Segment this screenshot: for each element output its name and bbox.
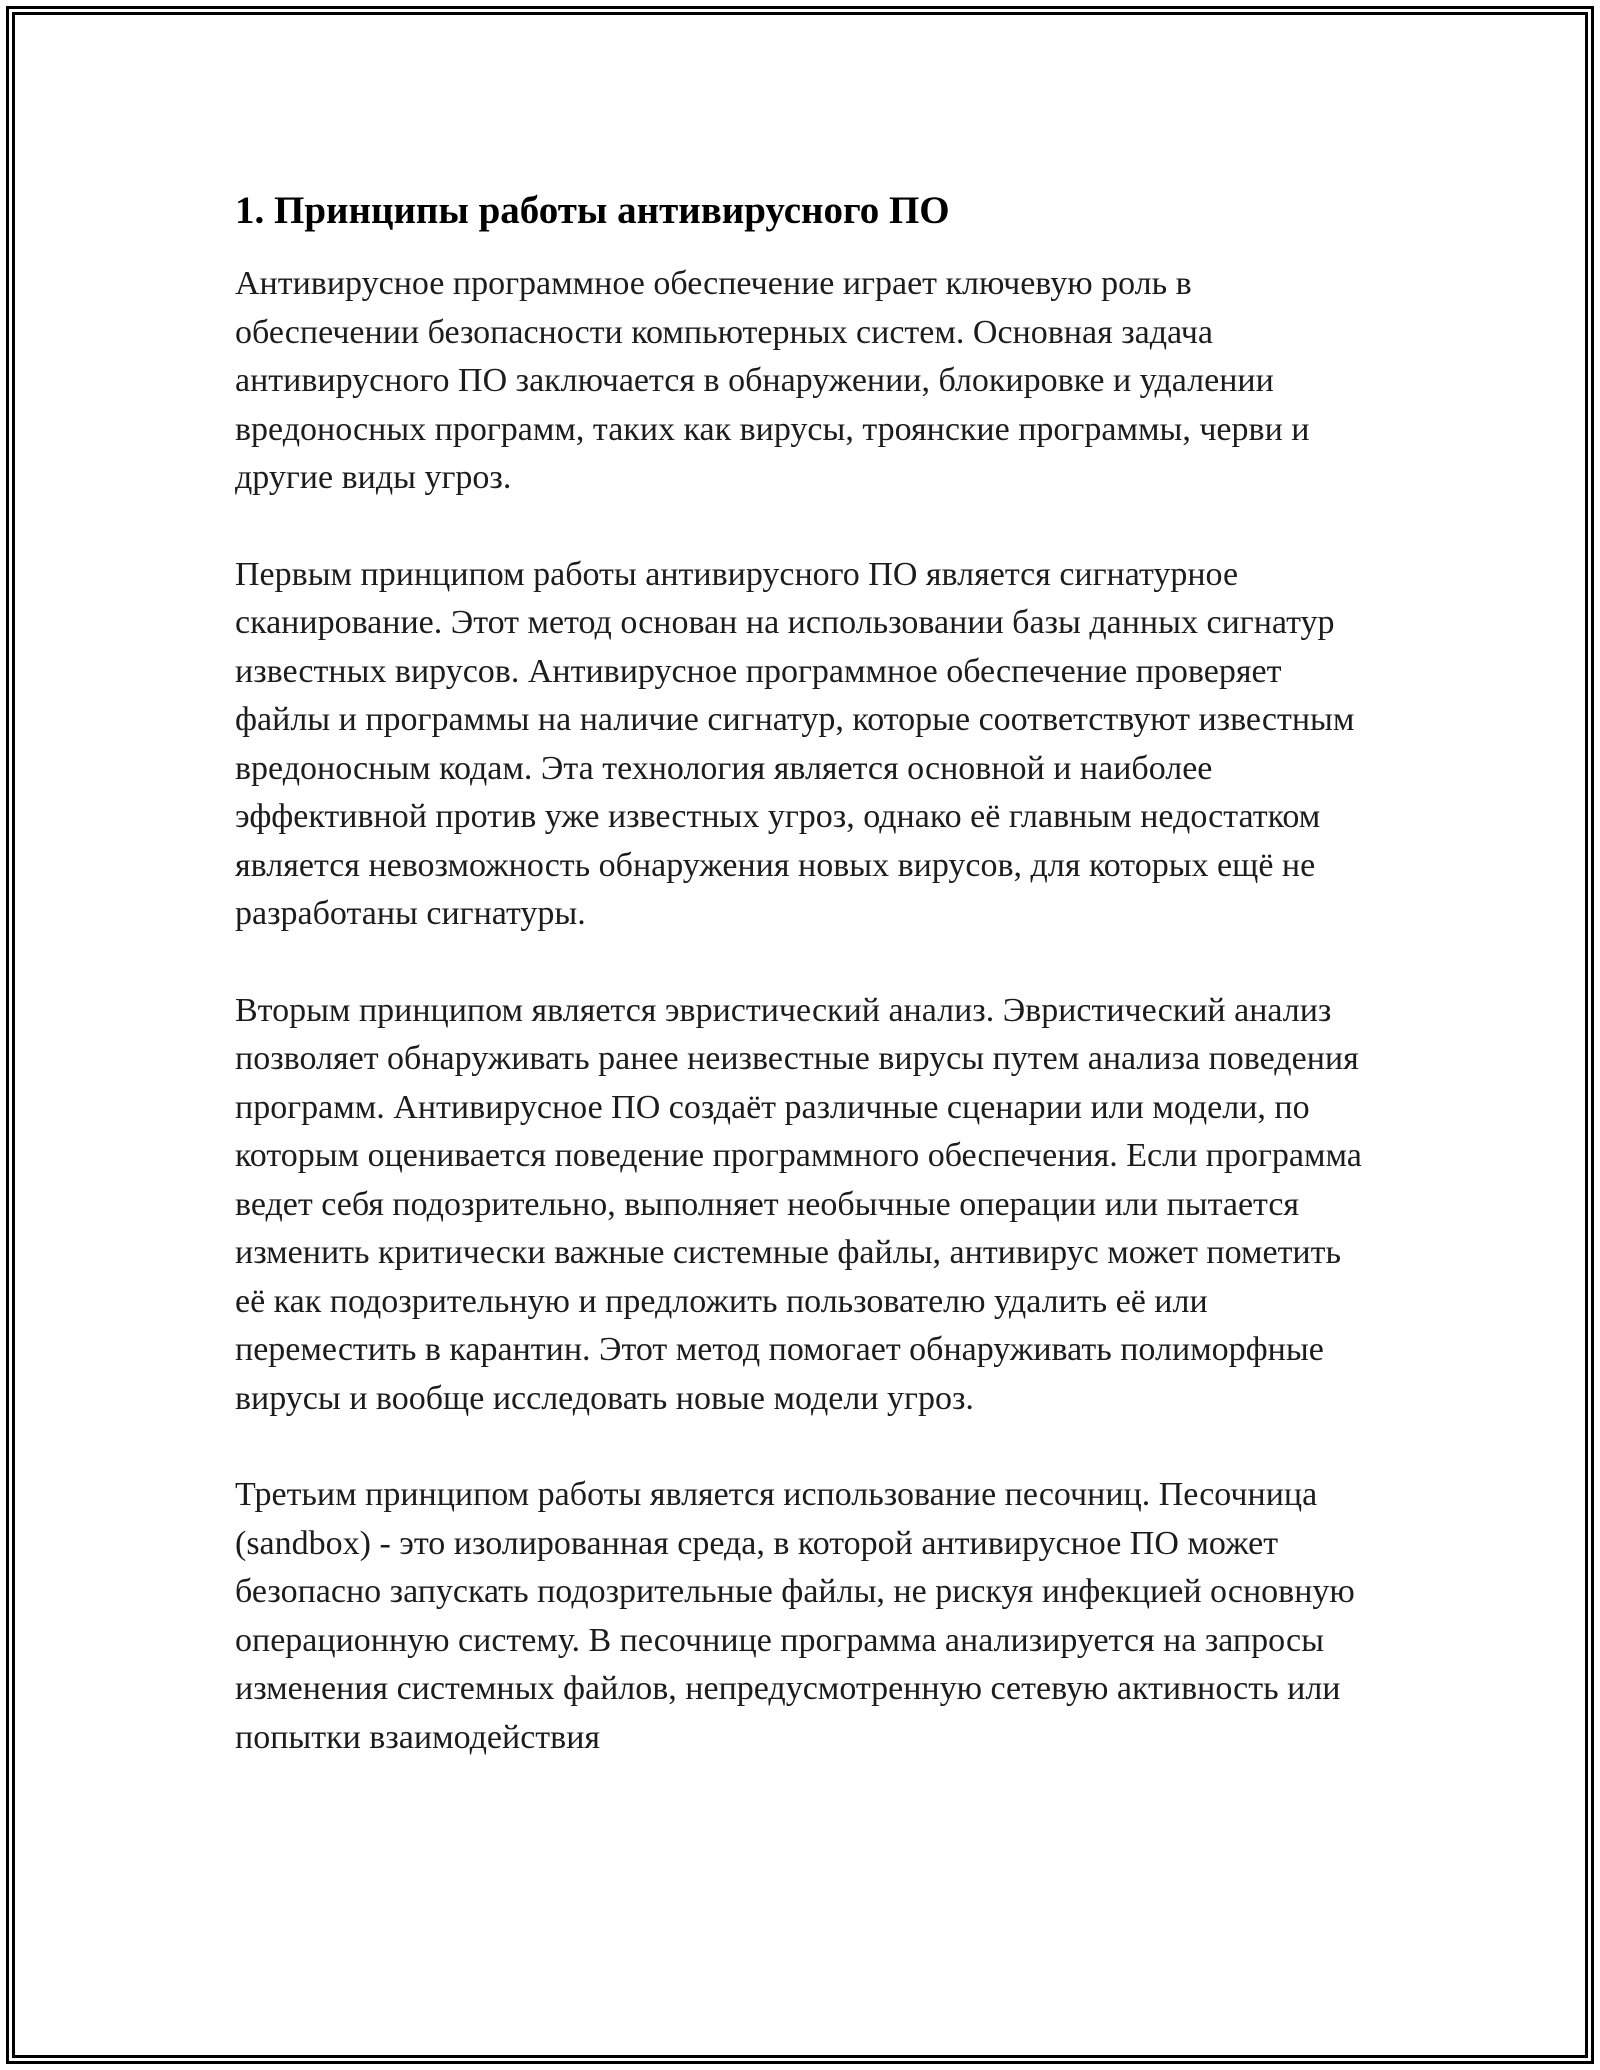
paragraph-heuristic-analysis: Вторым принципом является эвристический анализ. Эвристический анализ позволяет обнаруживать ранее неизвестные вирусы путем анализа поведения программ. Антивирусное ПО создаёт различные сценарии или модели, по которым оценивается поведение программного обеспечения. Если программа ведет себя подозрительно, выполняет необычные операции или пытается изменить критически важные системные файлы, антивирус может пометить её как подозрительную и предложить пользователю удалить её или переместить в карантин. Этот метод помогает обнаруживать полиморфные вирусы и вообще исследовать новые модели угроз. (235, 991, 1362, 1417)
paragraph-intro: Антивирусное программное обеспечение играет ключевую роль в обеспечении безопасности компьютерных систем. Основная задача антивирусного ПО заключается в обнаружении, блокировке и удалении вредоносных программ, таких как вирусы, троянские программы, черви и другие виды угроз. (235, 265, 1310, 496)
section-heading: 1. Принципы работы антивирусного ПО (235, 189, 950, 232)
paragraph-signature-scanning: Первым принципом работы антивирусного ПО является сигнатурное сканирование. Этот метод основан на использовании базы данных сигнатур известных вирусов. Антивирусное программное обеспечение проверяет файлы и программы на наличие сигнатур, которые соответствуют известным вредоносным кодам. Эта технология является основной и наиболее эффективной против уже известных угроз, однако её главным недостатком является невозможность обнаружения новых вирусов, для которых ещё не разработаны сигнатуры. (235, 555, 1355, 932)
document-body (235, 180, 1375, 1762)
paragraph-sandbox: Третьим принципом работы является использование песочниц. Песочница (sandbox) - это изолированная среда, в которой антивирусное ПО может безопасно запускать подозрительные файлы, не рискуя инфекцией основную операционную систему. В песочнице программа анализируется на запросы изменения системных файлов, непредусмотренную сетевую активность или попытки взаимодействия (235, 1476, 1355, 1756)
